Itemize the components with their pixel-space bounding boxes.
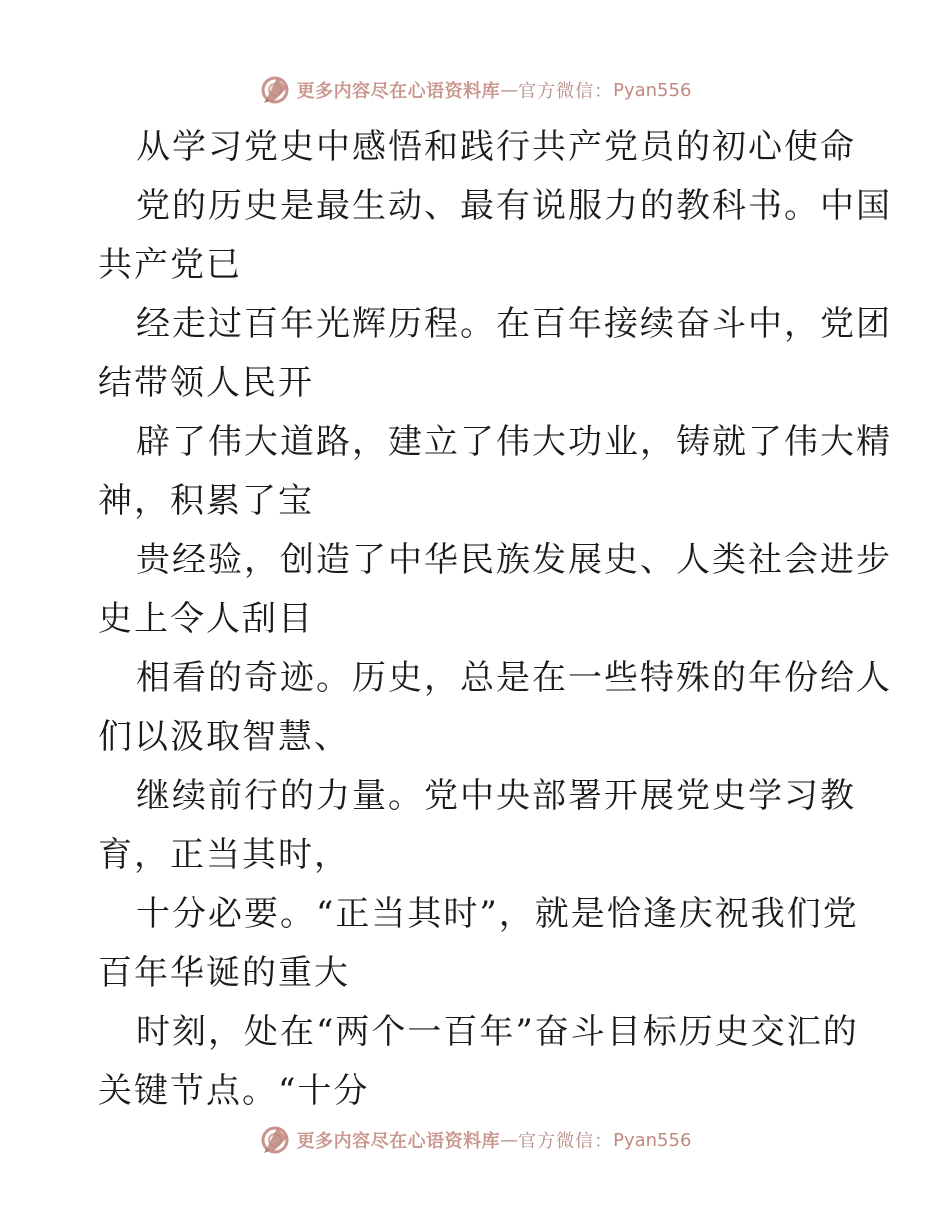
text-line: 们以汲取智慧、 (98, 717, 350, 757)
text-line: 关键节点。“十分 (98, 1071, 370, 1111)
banner-contact-label: 官方微信： (518, 1131, 614, 1152)
banner-contact-label: 官方微信： (518, 81, 614, 102)
pen-logo-icon (259, 1124, 291, 1156)
header-banner (0, 70, 950, 110)
text-line: 贵经验，创造了中华民族发展史、人类社会进步 (136, 540, 892, 580)
text-line: 继续前行的力量。党中央部署开展党史学习教 (136, 776, 856, 816)
banner-brand: 更多内容尽在心语资料库 (296, 81, 501, 102)
text-line: 经走过百年光辉历程。在百年接续奋斗中，党团 (136, 304, 892, 344)
text-line: 育，正当其时， (98, 835, 350, 875)
document-title: 从学习党史中感悟和践行共产党员的初心使命 (136, 127, 856, 167)
banner-contact-id: Pyan556 (613, 79, 692, 101)
text-line: 史上令人刮目 (98, 599, 314, 639)
text-line: 神，积累了宝 (98, 481, 314, 521)
banner-contact-id: Pyan556 (613, 1129, 692, 1151)
banner-brand: 更多内容尽在心语资料库 (296, 1131, 501, 1152)
text-line: 辟了伟大道路，建立了伟大功业，铸就了伟大精 (136, 422, 892, 462)
text-line: 十分必要。“正当其时”，就是恰逢庆祝我们党 (136, 894, 859, 934)
footer-banner (0, 1120, 950, 1160)
text-line: 结带领人民开 (98, 363, 314, 403)
banner-separator: — (500, 79, 519, 101)
pen-logo-icon (259, 74, 291, 106)
text-line: 相看的奇迹。历史，总是在一些特殊的年份给人 (136, 658, 892, 698)
text-line: 百年华诞的重大 (98, 953, 350, 993)
banner-separator: — (500, 1129, 519, 1151)
text-line: 党的历史是最生动、最有说服力的教科书。中国 (136, 186, 892, 226)
text-line: 共产党已 (98, 245, 242, 285)
text-line: 时刻，处在“两个一百年”奋斗目标历史交汇的 (136, 1012, 859, 1052)
